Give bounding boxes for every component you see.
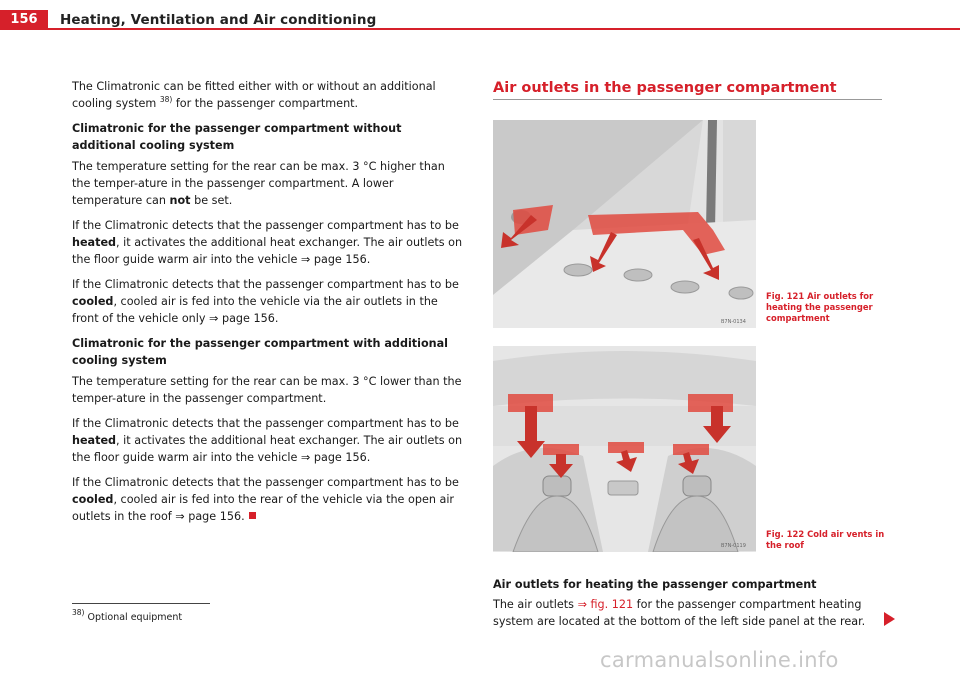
subheading-without-cooling: Climatronic for the passenger compartment without additional cooling system [72, 122, 402, 152]
footnote-rule [72, 603, 210, 604]
subheading-with-cooling: Climatronic for the passenger compartment with additional cooling system [72, 337, 449, 367]
header-rule [48, 28, 960, 30]
figure-121-link[interactable]: ⇒ fig. 121 [577, 598, 634, 611]
section-title: Air outlets in the passenger compartment [493, 80, 837, 96]
paragraph-heated-1: If the Climatronic detects that the passenger compartment has to be heated, it activates the additional heat exchanger. The air outlets on the floor guide warm air into the vehicle ⇒ page 156. [72, 219, 463, 266]
paragraph-rear-temp-lower: The temperature setting for the rear can be max. 3 °C lower than the temper-ature in the passenger compartment. [72, 375, 462, 405]
figure-122-image [493, 346, 756, 552]
paragraph-cooled-1: If the Climatronic detects that the passenger compartment has to be cooled, cooled air is fed into the vehicle via the air outlets in the front of the vehicle only ⇒ page 156. [72, 278, 459, 325]
figure-121-caption: Fig. 121 Air outlets for heating the passenger compartment [766, 291, 874, 323]
paragraph-heated-2: If the Climatronic detects that the passenger compartment has to be heated, it activates the additional heat exchanger. The air outlets on the floor guide warm air into the vehicle ⇒ page 156. [72, 417, 463, 464]
footnote-ref[interactable]: 38) [159, 95, 173, 104]
watermark: carmanualsonline.info [600, 648, 839, 672]
page-header [0, 0, 960, 30]
section-rule [493, 99, 882, 100]
figure-122-caption: Fig. 122 Cold air vents in the roof [766, 529, 885, 550]
intro-paragraph: The Climatronic can be fitted either with or without an additional cooling system $^{38)}$ for the passenger compartment. [72, 80, 436, 110]
paragraph-cooled-2: If the Climatronic detects that the passenger compartment has to be cooled, cooled air is fed into the rear of the vehicle via the open air outlets in the roof ⇒ page 156. [72, 476, 459, 523]
footnote: $^{38)}$ Optional equipment [72, 608, 183, 623]
next-page-arrow-icon[interactable] [884, 612, 895, 626]
left-column [72, 78, 464, 533]
page-number: 156 [0, 10, 48, 30]
figure-121-code: B7N-0134 [721, 319, 746, 325]
section-end-marker [249, 512, 256, 519]
paragraph-rear-temp-higher: The temperature setting for the rear can be max. 3 °C higher than the temper-ature in the passenger compartment. A lower temperature can not be set. [72, 160, 445, 207]
figure-122-code: B7N-0119 [721, 543, 746, 549]
paragraph-heating-outlets: The air outlets ⇒ fig. 121 for the passenger compartment heating system are located at the bottom of the left side panel at the rear. [493, 598, 866, 628]
subheading-heating-outlets: Air outlets for heating the passenger compartment [493, 578, 817, 591]
chapter-title: Heating, Ventilation and Air conditioning [60, 12, 377, 28]
figure-121-image [493, 120, 756, 328]
